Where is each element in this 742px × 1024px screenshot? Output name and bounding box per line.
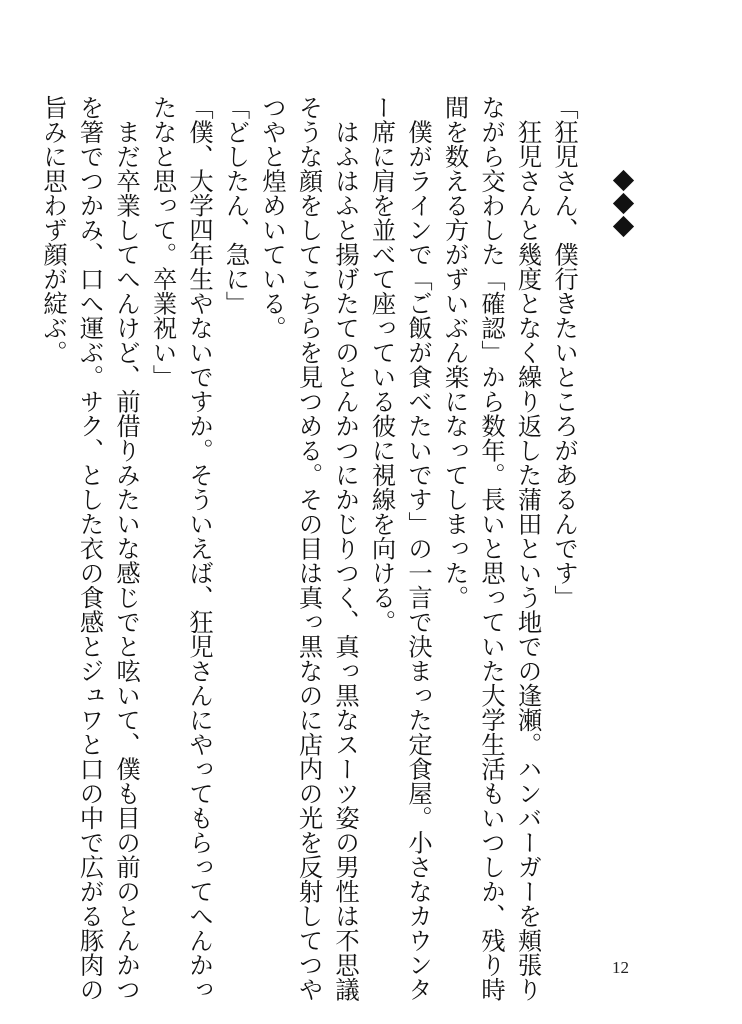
text-line: 「僕、大学四年生やないですか。そういえば、狂児さんにやってもらってへんかっ [185,95,214,1002]
page-number: 12 [612,958,629,977]
text-line: ながら交わした「確認」から数年。長いと思っていた大学生活もいつしか、残り時 [477,95,506,1002]
text-line: 旨みに思わず顔が綻ぶ。 [39,95,68,365]
text-line: つやと煌めいている。 [258,95,287,340]
text-line: そうな顔をしてこちらを見つめる。その目は真っ黒なのに店内の光を反射してつや [294,95,324,1002]
text-line: たなと思って。卒業祝い」 [148,95,178,389]
text-line: まだ卒業してへんけど、前借りみたいな感じでと呟いて、僕も目の前のとんかつ [112,95,141,1002]
diamond-ornament [612,216,633,237]
text-line: 狂児さんと幾度となく繰り返した蒲田という地での逢瀬。ハンバーガーを頬張り [513,95,543,1002]
text-line: 間を数える方がずいぶん楽になってしまった。 [440,95,470,610]
text-line: を箸でつかみ、口へ運ぶ。サク、とした衣の食感とジュワと口の中で広がる豚肉の [75,95,105,1002]
text-line: 「狂児さん、僕行きたいところがあるんです」 [550,95,579,610]
text-line: 「どしたん、急に」 [221,95,251,316]
diamond-ornament [612,170,633,191]
vertical-body-text [35,95,583,1002]
section-break-diamonds [608,170,638,237]
text-line: 僕がラインで「ご飯が食べたいです」の一言で決まった定食屋。小さなカウンタ [404,95,433,1002]
text-line: ー席に肩を並べて座っている彼に視線を向ける。 [367,95,397,634]
text-line: はふはふと揚げたてのとんかつにかじりつく、真っ黒なスーツ姿の男性は不思議 [331,95,360,1002]
diamond-ornament [612,193,633,214]
